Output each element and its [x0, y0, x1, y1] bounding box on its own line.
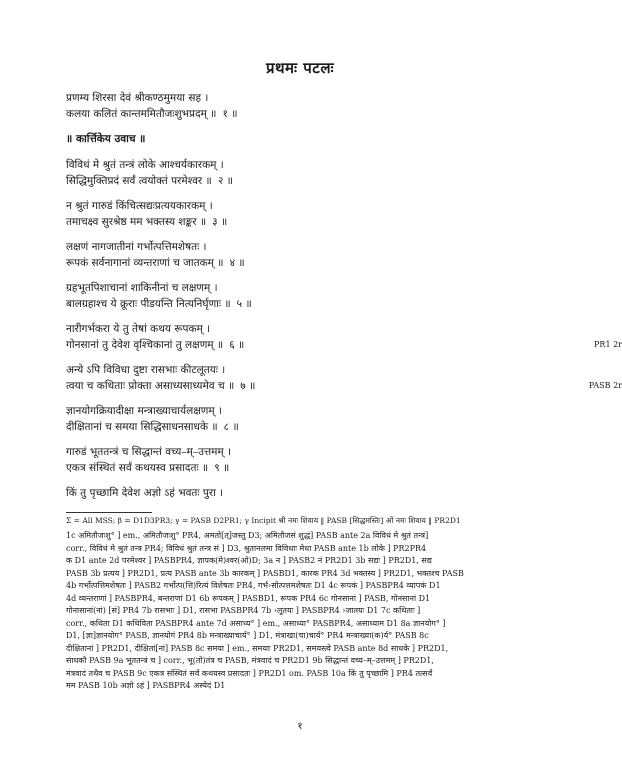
apparatus-line: 4d व्यन्तराणां ] PASBPR4, बन्तराणां D1 6b रूपकम् ] PASBD1, रूपक PR4 6c गोनसानां ] PASB, गोनसानां D1	[66, 593, 431, 603]
verse-stanza	[66, 403, 566, 435]
verse-line	[66, 173, 566, 189]
verse-text: नारीगर्भकरा ये तु तेषां कथय रूपकम् ।	[66, 323, 211, 335]
apparatus-line: दीक्षितानां ] PR2D1, दीक्षितां[नां] PASB 8c समया ] em., समयाः PR2D1, समयस्त्वे PASB ante 8d साधके ] PR2D1,	[66, 643, 449, 653]
verse-text: रूपकं सर्वनागानां व्यन्तराणां च जातकम् ॥	[66, 257, 224, 269]
critical-apparatus	[66, 530, 536, 693]
verse-line	[66, 106, 566, 122]
manuscript-folio-note: PR1 2r	[594, 340, 622, 349]
apparatus-line: 1c अमितौजःशु° ] em., अमितौजःशु° PR4, अमतो[त्]जस्तु D3; अमितौजसं शुद्धं] PASB ante 2a विविधं मे श्रुतं तन्त्रं]	[66, 531, 429, 540]
verse-line	[66, 198, 566, 214]
verse-text: न श्रुतं गारुडं किंचित्सद्यःप्रत्ययकारकम् ।	[66, 200, 213, 212]
verse-text: गोनसानां तु देवेश वृश्चिकानां तु लक्षणम् ॥	[66, 339, 224, 351]
verse-line	[66, 460, 566, 476]
sigla-line: Σ = All MSS; β = D1D3PR3; γ = PASB D2PR1; γ Incipit श्री नमः शिवाय ‖ PASB [सिद्धमस्तिः] ओं नमः शिवाय ‖ PR2D1	[66, 516, 461, 525]
verse-number: १ ॥	[222, 108, 238, 120]
verse-line	[66, 157, 566, 173]
apparatus-line: corr., कथिता D1 कथिविता PASBPR4 ante 7d असाध्य° ] em., असाध्या° PASBPR4, असाध्याम D1 8a ज्ञानयोग° ]	[66, 618, 446, 628]
chapter-title: प्रथमः पटलः	[265, 59, 335, 77]
verse-stanza	[66, 157, 566, 189]
verse-text: ज्ञानयोगक्रियादीक्षा मन्त्राख्याचार्यलक्षणम् ।	[66, 405, 222, 417]
verse-number: ९ ॥	[214, 462, 230, 474]
verse-line	[66, 321, 566, 337]
verse-text: प्रणम्य शिरसा देवं श्रीकण्ठमुमया सह ।	[66, 92, 209, 104]
footnote-rule	[66, 512, 152, 513]
verse-line	[66, 90, 566, 106]
verse-text: त्वया च कथिताः प्रोक्ता असाध्यसाध्यमेव च ॥	[66, 380, 235, 392]
verse-text: किं तु पृच्छामि देवेश अज्ञो ऽहं भवतः पुरा ।	[66, 487, 224, 499]
verse-line	[66, 485, 566, 501]
verse-text: कलया कलितं कान्तममितौजःशुभप्रदम् ॥	[66, 108, 217, 120]
manuscript-folio-note: PASB 2r	[588, 381, 622, 390]
apparatus-line: मम PASB 10b अज्ञो ऽहं ] PASBPR4 अस्येदं D1	[66, 681, 226, 690]
verse-line	[66, 214, 566, 230]
verse-number: ५ ॥	[236, 298, 252, 310]
verse-text: विविधं मे श्रुतं तन्त्रं लोके आश्चर्यकारकम् ।	[66, 159, 224, 171]
verse-number: २ ॥	[217, 175, 233, 187]
apparatus-line: PASB 3b प्रत्यय ] PR2D1, प्रत्य PASB ante 3b कारकम् ] PASBD1, कारक PR4 3d भक्तस्य ] PR2D1, भक्तश्च PASB	[66, 568, 464, 578]
apparatus-line: corr., विविधं मे श्रुतं तन्त्र PR4; विविधं श्रुतं तन्त्र सं ] D3, श्रुतानलमा विविधाः मेधा PASB ante 1b लोके ] PR2PR4	[66, 543, 427, 553]
verse-number: ८ ॥	[223, 421, 239, 433]
verse-stanza	[66, 485, 566, 501]
main-verse-text	[66, 90, 622, 510]
verse-stanza	[66, 90, 566, 122]
speaker-heading: ॥ कार्त्तिकेय उवाच ॥	[66, 133, 146, 145]
verse-text: दीक्षितानां च समया सिद्धिसाधनसाधके ॥	[66, 421, 218, 433]
verse-stanza	[66, 321, 622, 353]
verse-text: ग्रहभूतपिशाचानां शाकिनीनां च लक्षणम् ।	[66, 282, 218, 294]
verse-line	[66, 362, 566, 378]
verse-number: ४ ॥	[229, 257, 245, 269]
apparatus-line: गोनासानां(नां) [सं] PR4 7b रासभाः ] D1, रासभा PASBPR4 7b ›लूतयः ] PASBPR4 ›जातयः D1 7c कथिताः ]	[66, 606, 421, 615]
apparatus-line: साधकौ PASB 9a भूततन्त्रं च ] corr., भू(तो)तंत्र च PASB, मंत्रवादं च PR2D1 9b सिद्धान्तं वच्य–म्–उत्तमम् ] PR2D1,	[66, 656, 434, 665]
verse-text: अन्ये ऽपि विविधा दुष्टा रासभाः कीटलूतयः ।	[66, 364, 226, 376]
verse-stanza	[66, 362, 622, 394]
apparatus-line: 4b गर्भोत्पत्तिमशेषतः ] PASB2 गर्भोत्प(त्ति)रित्यं विशेषतः PR4, गर्भ›सोत्पत्तमशेषतः D1 4c रूपकं ] PASBPR4 व्यापकं D1	[66, 581, 441, 590]
verse-line	[66, 337, 622, 353]
verse-line	[66, 378, 622, 394]
apparatus-line: D1, [ज्ञा]ज्ञानयोग° PASB, ज्ञानयोगं PR4 8b मन्त्राख्याचार्य° ] D1, मंत्राखा(चा)चार्य° PR4 मन्त्राख्या(क)र्य° PASB 8c	[66, 631, 429, 640]
verse-line	[66, 255, 566, 271]
verse-line	[66, 403, 566, 419]
verse-line	[66, 239, 566, 255]
verse-stanza	[66, 198, 566, 230]
verse-stanza	[66, 239, 566, 271]
verse-line	[66, 444, 566, 460]
apparatus-line: क D1 ante 2d परमेश्वर ] PASBPR4, ज्ञापक(मे)श्वर(ओ)D; 3a न ] PASB2 नं PR2D1 3b सद्यः ] PR2D1, सद्य	[66, 556, 432, 565]
verse-stanza	[66, 444, 566, 476]
verse-number: ६ ॥	[229, 339, 245, 351]
verse-text: बालग्रहाश्च ये क्रूराः पीडयन्ति नित्यनिर्घृणाः ॥	[66, 298, 231, 310]
verse-text: लक्षणं नागजातीनां गर्भोत्पत्तिमशेषतः ।	[66, 241, 207, 253]
verse-text: सिद्धिमुक्तिप्रदं सर्वं त्वयोक्तं परमेश्वर ॥	[66, 175, 212, 187]
verse-text: एकत्र संस्थितं सर्वं कथयस्व प्रसादतः ॥	[66, 462, 209, 474]
verse-number: ३ ॥	[212, 216, 228, 228]
verse-number: ७ ॥	[240, 380, 256, 392]
verse-line	[66, 419, 566, 435]
verse-text: तमाचक्ष्व सुरश्रेष्ठ मम भक्तस्य शङ्कर ॥	[66, 216, 207, 228]
verse-line	[66, 280, 566, 296]
verse-line	[66, 296, 566, 312]
page-number: १	[297, 721, 303, 732]
verse-text: गारुडं भूततन्त्रं च सिद्धान्तं वच्य–म्–उत्तमम् ।	[66, 446, 232, 458]
apparatus-line: मंत्रवादं तथैव च PASB 9c एकत्र संस्थितं सर्वं कथयस्व प्रसादतः ] PR2D1 om. PASB 10a किं तु पृच्छामि ] PR4 तत्सर्वं	[66, 668, 433, 678]
verse-stanza	[66, 280, 566, 312]
